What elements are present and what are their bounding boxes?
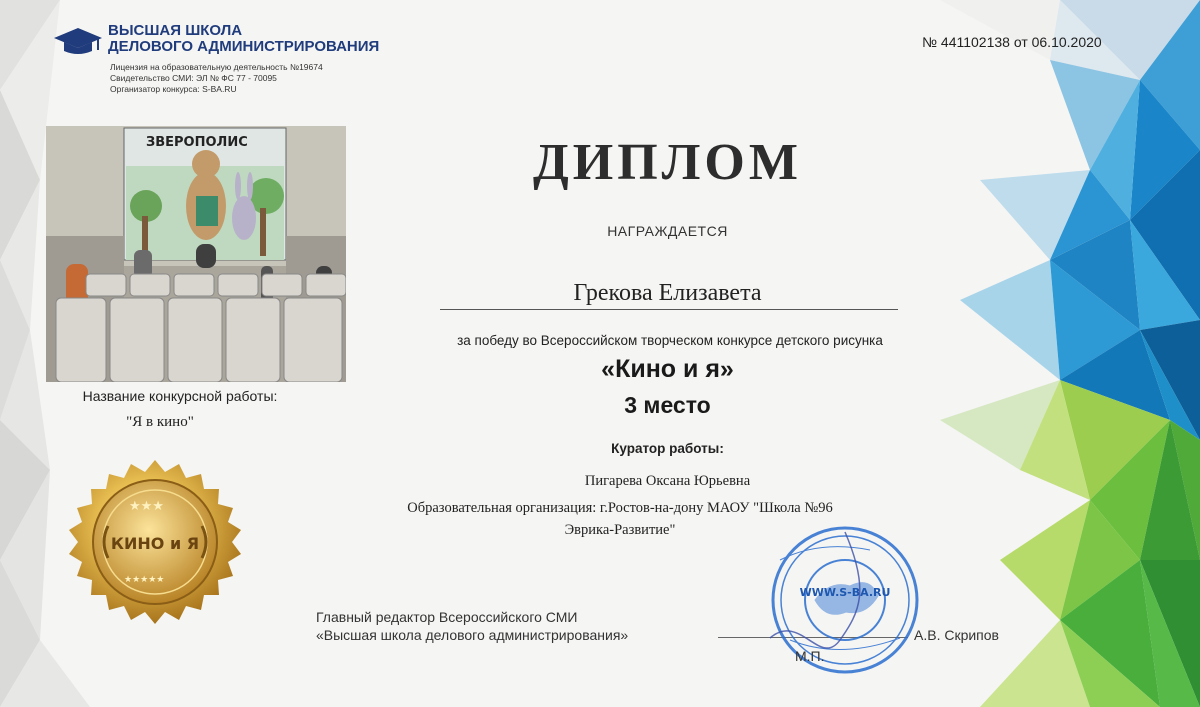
award-place: 3 место: [624, 392, 711, 418]
contest-name: «Кино и я»: [601, 355, 734, 383]
winner-name: Грекова Елизавета: [573, 280, 762, 306]
editor-title: [316, 608, 628, 644]
stamp-site-text: WWW.S-BA.RU: [799, 586, 891, 599]
diploma-title: ДИПЛОМ: [533, 134, 802, 191]
svg-text:★★★: ★★★: [129, 499, 164, 514]
curator-label: Куратор работы:: [611, 441, 724, 456]
work-title: "Я в кино": [126, 414, 194, 430]
winner-underline: [440, 309, 898, 310]
media-cert-text: Свидетельство СМИ: ЭЛ № ФС 77 - 70095: [110, 73, 277, 83]
organization-details: [110, 62, 323, 95]
gold-seal-icon: [50, 458, 260, 628]
education-organization-line1: Образовательная организация: г.Ростов-на-дону МАОУ "Школа №96: [407, 500, 833, 516]
curator-name: Пигарева Оксана Юрьевна: [584, 473, 751, 489]
education-organization-line2: Эврика-Развитие": [564, 522, 676, 538]
artwork-photo: [46, 126, 346, 382]
organization-name-line1: ВЫСШАЯ ШКОЛА: [108, 22, 243, 39]
signer-name: А.В. Скрипов: [914, 627, 999, 643]
license-text: Лицензия на образовательную деятельность №19674: [110, 62, 323, 72]
organizer-text: Организатор конкурса: S-BA.RU: [110, 84, 237, 94]
artwork-drawing: [46, 126, 346, 382]
document-number: № 441102138 от 06.10.2020: [922, 34, 1102, 50]
award-reason: за победу во Всероссийском творческом конкурсе детского рисунка: [457, 333, 883, 348]
organization-name-line2: ДЕЛОВОГО АДМИНИСТРИРОВАНИЯ: [108, 38, 380, 55]
work-title-label: Название конкурсной работы:: [82, 388, 278, 404]
awarded-label: НАГРАЖДАЕТСЯ: [607, 223, 728, 239]
drawing-caption-text: ЗВЕРОПОЛИС: [146, 135, 248, 150]
official-stamp-icon: [760, 520, 930, 680]
seal-text: КИНО и Я: [110, 534, 200, 553]
seal-place-label: М.П.: [795, 648, 825, 664]
editor-title-line1: Главный редактор Всероссийского СМИ: [316, 609, 578, 625]
organization-name: [108, 23, 379, 55]
right-decor: [940, 0, 1200, 707]
graduation-cap-icon: [52, 26, 104, 56]
svg-text:★★★★★: ★★★★★: [124, 575, 165, 585]
editor-title-line2: «Высшая школа делового администрирования»: [316, 627, 629, 643]
